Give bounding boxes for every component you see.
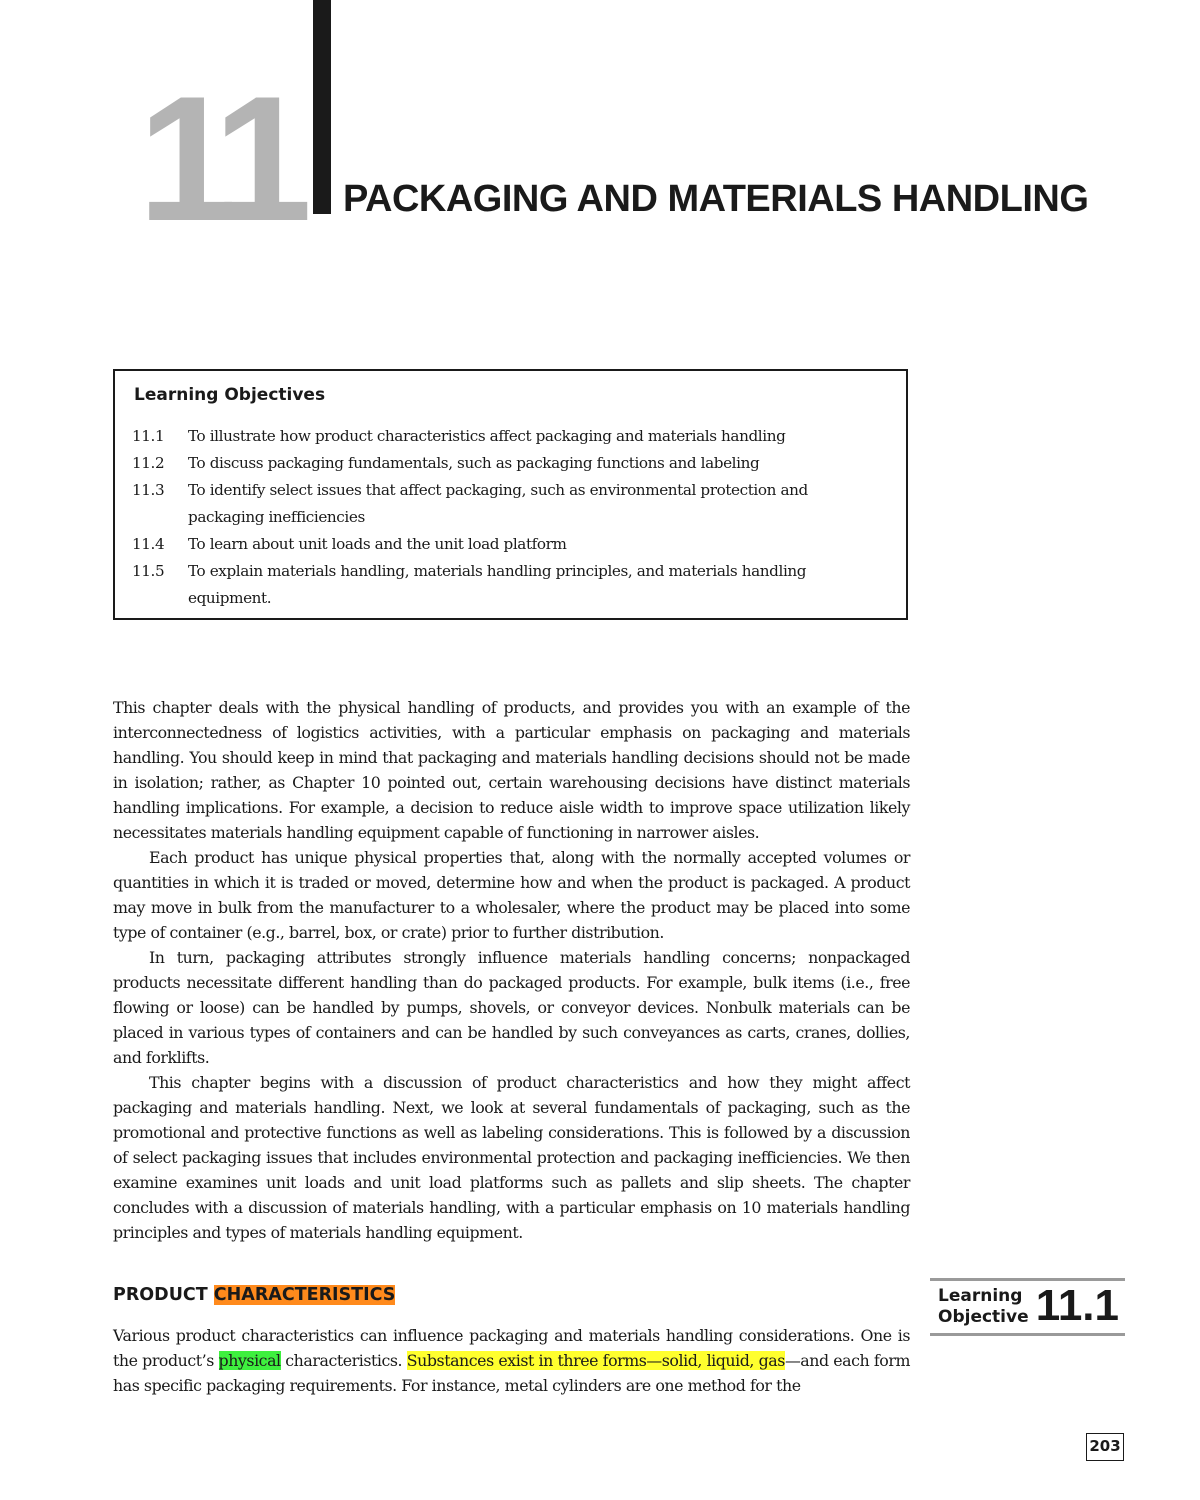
objective-number: 11.2 [132,454,165,472]
objective-text: To learn about unit loads and the unit load platform [188,535,567,553]
objective-number: 11.3 [132,481,165,499]
learning-objective-item [132,531,892,558]
section-heading-highlight: CHARACTERISTICS [213,1285,396,1305]
body-paragraph: In turn, packaging attributes strongly influence materials handling concerns; nonpackaged products necessitate different handling than do packaged products. For example, bulk items (i.e., free flowing or loose) can be handled by pumps, shovels, or conveyor devices. Nonbulk materials can be placed in various types of containers and can be handled by such conveyances as carts, cranes, dollies, and forklifts. [113,948,910,1067]
paragraph-text: —and each form has specific packaging requirements. For instance, metal cylinders are one method for the [113,1351,911,1395]
learning-objective-item [132,450,892,477]
learning-objective-item [132,558,892,612]
label-line: Objective [938,1307,1029,1327]
section-heading-text: PRODUCT [113,1285,214,1305]
section-paragraph [113,1323,910,1398]
learning-objectives-heading: Learning Objectives [134,385,326,405]
objective-text: To explain materials handling, materials handling principles, and materials handling equipment. [188,562,807,607]
chapter-intro-text [113,695,910,1245]
objective-text: To discuss packaging fundamentals, such as packaging functions and labeling [188,454,760,472]
body-paragraph: This chapter begins with a discussion of product characteristics and how they might affect packaging and materials handling. Next, we look at several fundamentals of packaging, such as the promotional and protective functions as well as labeling considerations. This is followed by a discussion of select packaging issues that includes environmental protection and packaging inefficiencies. We then examine examines unit loads and unit load platforms such as pallets and slip sheets. The chapter concludes with a discussion of materials handling, with a particular emphasis on 10 materials handling principles and types of materials handling equipment. [113,1073,910,1242]
objective-number: 11.1 [132,427,165,445]
highlighted-sentence: Substances exist in three forms—solid, liquid, gas [406,1351,785,1370]
learning-objective-marker [930,1278,1125,1336]
page-number: 203 [1086,1433,1124,1461]
objective-text: To illustrate how product characteristics affect packaging and materials handling [188,427,786,445]
learning-objective-number: 11.1 [1035,1281,1119,1330]
learning-objectives-box [113,369,908,620]
label-line: Learning [938,1286,1023,1306]
paragraph-text: Various product characteristics can influence packaging and materials handling considerations. One is the product’s [113,1326,910,1370]
chapter-title: PACKAGING AND MATERIALS HANDLING [343,178,1089,220]
objective-text: To identify select issues that affect packaging, such as environmental protection and packaging inefficiencies [188,481,808,526]
learning-objective-label [938,1286,1029,1328]
body-paragraph: Each product has unique physical properties that, along with the normally accepted volumes or quantities in which it is traded or moved, determine how and when the product is packaged. A product may move in bulk from the manufacturer to a wholesaler, where the product may be placed into some type of container (e.g., barrel, box, or crate) prior to further distribution. [113,848,910,942]
objective-number: 11.4 [132,535,165,553]
chapter-number: 11 [138,59,299,258]
learning-objective-item [132,423,892,450]
chapter-divider-bar [313,0,331,214]
learning-objectives-list [132,423,892,612]
body-paragraph: This chapter deals with the physical handling of products, and provides you with an example of the interconnectedness of logistics activities, with a particular emphasis on packaging and materials handling. You should keep in mind that packaging and materials handling decisions should not be made in isolation; rather, as Chapter 10 pointed out, certain warehousing decisions have distinct materials handling implications. For example, a decision to reduce aisle width to improve space utilization likely necessitates materials handling equipment capable of functioning in narrower aisles. [113,698,910,842]
section-heading [113,1285,395,1305]
highlighted-physical: physical [218,1351,281,1370]
paragraph-text: characteristics. [280,1351,407,1370]
learning-objective-item [132,477,892,531]
objective-number: 11.5 [132,562,165,580]
